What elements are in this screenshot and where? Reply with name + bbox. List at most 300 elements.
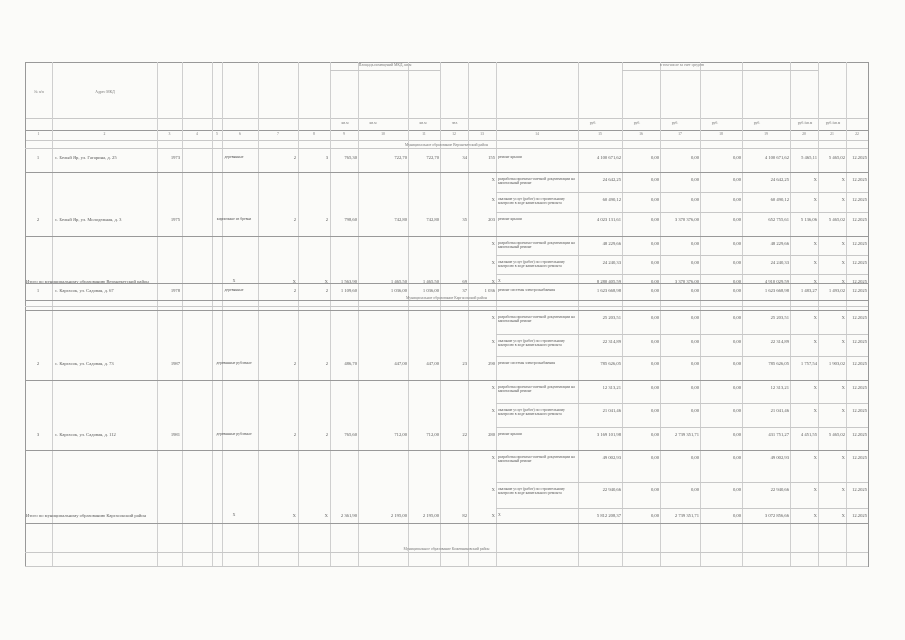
row-material: деревянные рубленые [216, 361, 252, 365]
area-group-header: Площадь помещений МКД, кв.м [358, 63, 412, 67]
row-c3: 0,00 [732, 432, 741, 437]
row-c2: 2 739 351,71 [674, 432, 699, 437]
row-work: ремонт крыши [498, 155, 522, 159]
row-material: деревянные [224, 288, 244, 292]
row-rule [496, 403, 868, 404]
row-date: 12.2025 [852, 197, 867, 202]
table-rule [408, 62, 409, 567]
row-c1: 0,00 [650, 432, 659, 437]
row-c2: 0,00 [690, 455, 699, 460]
table-right-border [868, 62, 869, 567]
row-c3: 0,00 [732, 385, 741, 390]
row-rule [496, 482, 868, 483]
row-res: 23 [462, 361, 467, 366]
row-res: 34 [462, 155, 467, 160]
row-rule [496, 212, 868, 213]
row-total: 25 203,51 [602, 315, 621, 320]
row-entr: X [324, 513, 328, 518]
row-c2: 0,00 [690, 385, 699, 390]
table-rule [222, 62, 223, 567]
row-year: 1975 [170, 217, 180, 222]
row-c1: 0,00 [650, 487, 659, 492]
row-address: с. Белый Яр, ул. Гагарина, д. 25 [55, 155, 117, 160]
row-date: 12.2025 [852, 260, 867, 265]
row-rule [496, 356, 868, 357]
row-date: 12.2025 [852, 513, 867, 518]
row-c4: 24 240,33 [770, 260, 789, 265]
col-number: 12 [452, 132, 456, 136]
row-c2: 0,00 [690, 361, 699, 366]
row-total: 5 812 208,37 [596, 513, 621, 518]
row-a1: 2 361,90 [340, 513, 357, 518]
unit-label: руб. [753, 121, 761, 125]
row-spec: X [813, 197, 817, 202]
table-rule [258, 62, 259, 567]
col-number: 14 [535, 132, 539, 136]
row-max: X [841, 177, 845, 182]
row-max: X [841, 279, 845, 284]
row-c2: 0,00 [690, 177, 699, 182]
row-rule [496, 274, 868, 275]
row-res: 35 [462, 217, 467, 222]
row-c1: 0,00 [650, 408, 659, 413]
row-c4: 4 100 671,62 [764, 155, 789, 160]
row-units: 280 [488, 432, 495, 437]
row-spec: 5 465,11 [801, 155, 817, 160]
row-total: 22 940,66 [602, 487, 621, 492]
row-units: X [491, 408, 495, 413]
row-rule [496, 508, 868, 509]
row-c3: 0,00 [732, 455, 741, 460]
row-c4: 22 314,89 [770, 339, 789, 344]
row-res: 69 [462, 279, 467, 284]
row-c3: 0,00 [732, 487, 741, 492]
row-spec: 1 483,27 [800, 288, 817, 293]
row-date: 12.2025 [852, 315, 867, 320]
row-floors: X [292, 513, 296, 518]
row-c1: 0,00 [650, 260, 659, 265]
table-rule [622, 70, 818, 71]
row-date: 12.2025 [852, 487, 867, 492]
row-a1: 486,70 [344, 361, 357, 366]
row-units: X [491, 197, 495, 202]
row-a3: 1 036,00 [422, 288, 439, 293]
row-entr: X [324, 279, 328, 284]
row-spec: X [813, 455, 817, 460]
table-rule [25, 552, 868, 553]
row-max: 1 493,02 [828, 288, 845, 293]
row-floors: 2 [293, 432, 296, 437]
row-no: 1 [36, 155, 40, 160]
row-total: 1 623 668,98 [596, 288, 621, 293]
row-rule [496, 427, 868, 428]
row-spec: 5 136,06 [800, 217, 817, 222]
row-total: 4 023 131,61 [596, 217, 621, 222]
col-number: 21 [830, 132, 834, 136]
row-total: 8 280 405,59 [596, 279, 621, 284]
unit-label: кв.м [341, 121, 349, 125]
row-material: деревянные [224, 155, 244, 159]
row-entr: 2 [325, 361, 328, 366]
row-a3: 1 465,50 [422, 279, 439, 284]
section-title: Муниципальное образование Каргасокский район [406, 296, 487, 300]
row-work: оказание услуг (работ) по строительному контролю в ходе капитального ремонта [498, 339, 565, 347]
row-date: 12.2025 [852, 217, 867, 222]
row-date: 12.2025 [852, 432, 867, 437]
col-number: 11 [422, 132, 426, 136]
row-c3: 0,00 [732, 155, 741, 160]
row-rule [496, 255, 868, 256]
row-year: 1981 [170, 432, 180, 437]
row-date: 12.2025 [852, 241, 867, 246]
row-c2: 0,00 [690, 339, 699, 344]
row-c4: 48 229,66 [770, 241, 789, 246]
row-a2: 1 465,50 [390, 279, 407, 284]
row-max: X [841, 408, 845, 413]
table-rule [25, 306, 868, 307]
row-a3: 742,80 [426, 217, 439, 222]
row-total: 12 313,21 [602, 385, 621, 390]
unit-label: руб. [671, 121, 679, 125]
row-date: 12.2025 [852, 361, 867, 366]
row-max: 5 465,02 [828, 217, 845, 222]
row-units: X [491, 260, 495, 265]
row-c1: 0,00 [650, 288, 659, 293]
row-units: X [491, 279, 495, 284]
row-spec: X [813, 513, 817, 518]
row-c4: 12 313,21 [770, 385, 789, 390]
row-c4: 1 623 668,98 [764, 288, 789, 293]
row-a3: 447,00 [426, 361, 439, 366]
row-address: с. Каргасок, ул. Садовая, д. 73 [55, 361, 114, 366]
col-number: 10 [381, 132, 385, 136]
row-work: оказание услуг (работ) по строительному контролю в ходе капитального ремонта [498, 260, 565, 268]
row-units: X [491, 385, 495, 390]
row-work: ремонт системы электроснабжения [498, 361, 556, 365]
row-floors: 2 [293, 217, 296, 222]
row-c3: 0,00 [732, 241, 741, 246]
unit-label: руб. [589, 121, 597, 125]
row-max: X [841, 339, 845, 344]
row-c4: 3 072 856,66 [764, 513, 789, 518]
row-c1: 0,00 [650, 339, 659, 344]
row-spec: X [813, 385, 817, 390]
row-rule [496, 334, 868, 335]
row-res: 22 [462, 432, 467, 437]
table-left-border [25, 62, 26, 567]
row-units: 203 [488, 217, 495, 222]
row-date: 12.2025 [852, 177, 867, 182]
row-work: оказание услуг (работ) по строительному контролю в ходе капитального ремонта [498, 487, 565, 495]
row-no: 3 [36, 432, 40, 437]
row-c1: 0,00 [650, 217, 659, 222]
col-number: 19 [764, 132, 768, 136]
row-a3: 712,00 [426, 432, 439, 437]
col-number: 6 [239, 132, 241, 136]
col-number: 2 [103, 132, 106, 136]
row-total: 22 314,89 [602, 339, 621, 344]
row-c1: 0,00 [650, 155, 659, 160]
table-rule [157, 62, 158, 567]
row-c1: 0,00 [650, 279, 659, 284]
row-rule [25, 380, 868, 381]
row-spec: 4 451,55 [800, 432, 817, 437]
row-work: X [498, 279, 501, 283]
row-total: 3 169 101,98 [596, 432, 621, 437]
row-c1: 0,00 [650, 177, 659, 182]
row-date: 12.2025 [852, 385, 867, 390]
row-rule [496, 192, 868, 193]
row-rule [25, 172, 868, 173]
row-units: 290 [488, 361, 495, 366]
row-total: 49 002,93 [602, 455, 621, 460]
row-a1: 1 109,60 [340, 288, 357, 293]
row-c3: 0,00 [732, 408, 741, 413]
col-number: 1 [37, 132, 40, 136]
row-c2: 3 370 376,00 [674, 217, 699, 222]
row-date: 12.2025 [852, 279, 867, 284]
col-header-address: Адрес МКД [95, 90, 115, 94]
row-total: 48 229,66 [602, 241, 621, 246]
row-spec: X [813, 279, 817, 284]
row-no: 2 [36, 217, 40, 222]
row-max: X [841, 315, 845, 320]
row-rule [25, 523, 868, 524]
table-rule [212, 62, 213, 567]
row-date: 12.2025 [852, 408, 867, 413]
row-c3: 0,00 [732, 217, 741, 222]
row-material: деревянные рубленые [216, 432, 252, 436]
col-number: 22 [855, 132, 859, 136]
row-c2: 0,00 [690, 241, 699, 246]
row-a2: 742,80 [394, 217, 407, 222]
row-res: 37 [462, 288, 467, 293]
table-rule [25, 300, 868, 301]
table-rule [440, 62, 441, 567]
row-work: ремонт системы электроснабжения [498, 288, 556, 292]
row-c4: 785 626,05 [768, 361, 789, 366]
row-floors: 2 [293, 288, 296, 293]
row-c4: 431 751,27 [768, 432, 789, 437]
col-header-no: № п/п [34, 90, 44, 94]
row-a2: 2 195,00 [390, 513, 407, 518]
row-no: 1 [36, 288, 40, 293]
row-work: разработка проектно-сметной документации на капитальный ремонт [498, 177, 575, 185]
row-max: X [841, 455, 845, 460]
row-units: X [491, 513, 495, 518]
row-max: X [841, 487, 845, 492]
row-max: X [841, 260, 845, 265]
col-number: 5 [216, 132, 218, 136]
table-rule [330, 62, 331, 567]
col-number: 18 [719, 132, 723, 136]
table-rule [182, 62, 183, 567]
row-c4: 49 002,93 [770, 455, 789, 460]
row-date: 12.2025 [852, 155, 867, 160]
table-rule [358, 62, 359, 567]
row-address: с. Каргасок, ул. Садовая, д. 112 [55, 432, 116, 437]
row-work: разработка проектно-сметной документации на капитальный ремонт [498, 315, 575, 323]
table-rule [52, 62, 53, 567]
row-floors: 2 [293, 361, 296, 366]
row-a2: 712,00 [394, 432, 407, 437]
row-total: 60 490,12 [602, 197, 621, 202]
row-rule [25, 236, 868, 237]
row-rule [25, 450, 868, 451]
row-work: оказание услуг (работ) по строительному контролю в ходе капитального ремонта [498, 197, 565, 205]
row-c4: 4 910 029,59 [764, 279, 789, 284]
row-spec: X [813, 408, 817, 413]
row-spec: X [813, 487, 817, 492]
row-c2: 0,00 [690, 155, 699, 160]
row-total: 4 100 671,62 [596, 155, 621, 160]
col-number: 8 [313, 132, 315, 136]
unit-label: руб./кв.м [797, 121, 813, 125]
row-total: 21 041,46 [602, 408, 621, 413]
row-c1: 0,00 [650, 455, 659, 460]
row-c4: 21 041,46 [770, 408, 789, 413]
row-date: 12.2025 [852, 455, 867, 460]
unit-label: кв.м [419, 121, 427, 125]
row-c4: 22 940,66 [770, 487, 789, 492]
row-work: ремонт крыши [498, 217, 522, 221]
col-number: 13 [480, 132, 484, 136]
row-a1: 798,60 [344, 217, 357, 222]
row-spec: X [813, 315, 817, 320]
row-work: оказание услуг (работ) по строительному контролю в ходе капитального ремонта [498, 408, 565, 416]
row-spec: 1 757,54 [800, 361, 817, 366]
cost-group-header: в том числе за счет средств [660, 63, 704, 67]
row-address: Итого по муниципальному образованию Верхнекетский район [26, 279, 149, 284]
row-work: разработка проектно-сметной документации на капитальный ремонт [498, 455, 575, 463]
col-number: 3 [168, 132, 171, 136]
col-number: 7 [277, 132, 279, 136]
row-max: 5 465,02 [828, 155, 845, 160]
row-year: 1973 [170, 155, 180, 160]
row-c4: 25 203,51 [770, 315, 789, 320]
row-entr: 2 [325, 432, 328, 437]
row-max: X [841, 241, 845, 246]
row-c3: 0,00 [732, 279, 741, 284]
col-number: 20 [802, 132, 806, 136]
col-number: 17 [678, 132, 682, 136]
table-rule [25, 148, 868, 149]
row-total: 24 240,33 [602, 260, 621, 265]
row-rule [25, 283, 868, 284]
table-rule [496, 62, 497, 567]
row-c2: 0,00 [690, 197, 699, 202]
row-address: Итого по муниципальному образованию Каргасокский район [26, 513, 146, 518]
row-res: 82 [462, 513, 467, 518]
row-c2: 3 370 376,00 [674, 279, 699, 284]
row-a3: 2 195,00 [422, 513, 439, 518]
row-c3: 0,00 [732, 513, 741, 518]
row-total: 785 626,05 [600, 361, 621, 366]
row-units: X [491, 487, 495, 492]
row-floors: X [292, 279, 296, 284]
row-a1: 765,30 [344, 155, 357, 160]
col-number: 4 [196, 132, 198, 136]
row-address: с. Каргасок, ул. Садовая, д. 67 [55, 288, 114, 293]
row-max: 5 465,02 [828, 432, 845, 437]
row-a1: 1 563,90 [340, 279, 357, 284]
unit-label: руб./кв.м [825, 121, 841, 125]
row-a2: 722,70 [394, 155, 407, 160]
row-units: 1 036 [484, 288, 495, 293]
row-units: X [491, 315, 495, 320]
row-material: X [232, 279, 236, 283]
row-c3: 0,00 [732, 339, 741, 344]
row-material: кирпичные из бревна [216, 217, 252, 221]
row-c1: 0,00 [650, 197, 659, 202]
row-c1: 0,00 [650, 315, 659, 320]
row-c1: 0,00 [650, 385, 659, 390]
table-rule [25, 566, 868, 567]
section-title: Муниципальное образование Кожевниковский район [403, 547, 490, 551]
row-c3: 0,00 [732, 197, 741, 202]
row-max: X [841, 385, 845, 390]
row-c3: 0,00 [732, 288, 741, 293]
row-address: с. Белый Яр, ул. Молодежная, д. 3 [55, 217, 122, 222]
row-spec: X [813, 241, 817, 246]
row-work: X [498, 513, 501, 517]
row-units: X [491, 339, 495, 344]
row-work: разработка проектно-сметной документации на капитальный ремонт [498, 385, 575, 393]
unit-label: руб. [711, 121, 719, 125]
row-work: ремонт крыши [498, 432, 522, 436]
unit-label: руб. [633, 121, 641, 125]
row-units: X [491, 455, 495, 460]
row-c3: 0,00 [732, 361, 741, 366]
row-c2: 0,00 [690, 288, 699, 293]
col-number: 9 [343, 132, 345, 136]
table-rule [330, 70, 440, 71]
section-title: Муниципальное образование Верхнекетский район [404, 143, 489, 147]
col-number: 15 [598, 132, 602, 136]
row-c1: 0,00 [650, 241, 659, 246]
row-max: 1 903,02 [828, 361, 845, 366]
row-floors: 2 [293, 155, 296, 160]
row-entr: 2 [325, 217, 328, 222]
col-number: 16 [639, 132, 643, 136]
table-rule [298, 62, 299, 567]
row-total: 24 642,25 [602, 177, 621, 182]
row-rule [25, 310, 868, 311]
row-year: 1978 [170, 288, 180, 293]
row-units: X [491, 177, 495, 182]
row-c2: 0,00 [690, 487, 699, 492]
row-material: X [232, 513, 236, 517]
row-work: разработка проектно-сметной документации на капитальный ремонт [498, 241, 575, 249]
row-no: 2 [36, 361, 40, 366]
row-c1: 0,00 [650, 513, 659, 518]
row-a2: 447,00 [394, 361, 407, 366]
row-c4: 24 642,25 [770, 177, 789, 182]
row-c2: 0,00 [690, 408, 699, 413]
row-entr: 2 [325, 288, 328, 293]
row-spec: X [813, 339, 817, 344]
row-c2: 0,00 [690, 315, 699, 320]
row-max: X [841, 513, 845, 518]
row-c3: 0,00 [732, 315, 741, 320]
row-year: 1987 [170, 361, 180, 366]
unit-label: чел. [451, 121, 459, 125]
row-c3: 0,00 [732, 260, 741, 265]
row-a1: 765,60 [344, 432, 357, 437]
row-c3: 0,00 [732, 177, 741, 182]
row-a2: 1 036,00 [390, 288, 407, 293]
row-spec: X [813, 177, 817, 182]
